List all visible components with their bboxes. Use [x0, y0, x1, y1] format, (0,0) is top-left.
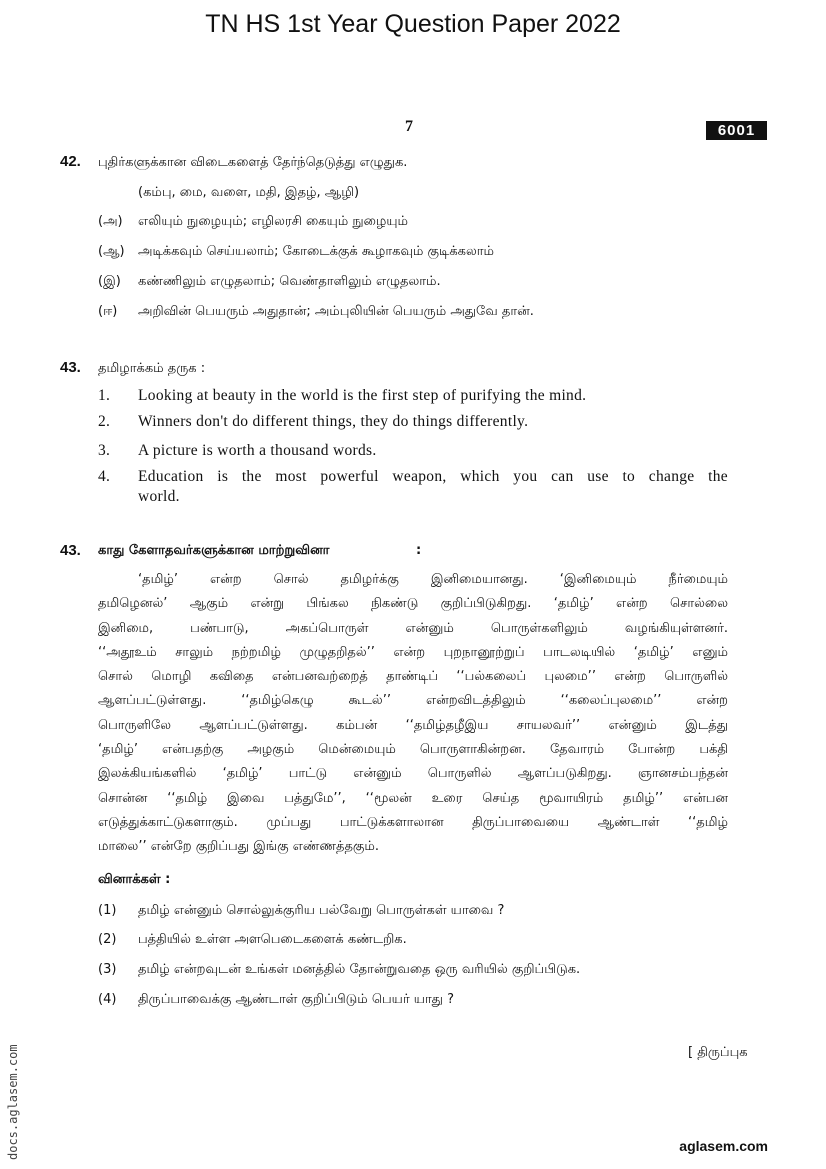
- side-watermark-text: docs.aglasem.com: [6, 1044, 20, 1160]
- passage-line: ஆளப்பட்டுள்ளது. ‘‘தமிழ்கெழு கூடல்’’ என்றவிடத்திலும் ‘‘கலைப்புலமை’’ என்ற: [98, 693, 728, 709]
- q42-item-text: கண்ணிலும் எழுதலாம்; வெண்தாளிலும் எழுதலாம்.: [138, 274, 441, 289]
- sub-question-label: (3): [98, 962, 117, 977]
- paper-code-badge: 6001: [706, 121, 767, 140]
- q43-item-label: 1.: [98, 387, 111, 404]
- passage-line: சொன்ன ‘‘தமிழ் இவை பத்துமே’’, ‘‘மூலன் உரை செய்த மூவாயிரம் தமிழ்’’ என்பன: [98, 790, 728, 806]
- q43alt-heading-colon: :: [416, 543, 422, 558]
- sub-question-label: (2): [98, 932, 117, 947]
- q43-item-text: Winners don't do different things, they do things differently.: [138, 413, 529, 430]
- q43-item-text: Education is the most powerful weapon, which you can use to change the: [138, 468, 728, 485]
- passage-line: ‘‘அதூஉம் சாலும் நற்றமிழ் முழுதறிதல்’’ என்ற புறநானூற்றுப் பாடலடியில் ‘தமிழ்’ எனும்: [98, 644, 728, 660]
- q43-item-label: 3.: [98, 442, 111, 459]
- q43alt-heading: காது கேளாதவர்களுக்கான மாற்றுவினா: [98, 543, 330, 558]
- page-number: 7: [405, 118, 413, 135]
- q42-item-text: அறிவின் பெயரும் அதுதான்; அம்புலியின் பெயரும் அதுவே தான்.: [138, 304, 534, 319]
- continuation-marker: [ திருப்புக: [688, 1045, 748, 1060]
- q42-item-label: (இ): [98, 274, 121, 289]
- footer-site: aglasem.com: [679, 1138, 768, 1154]
- passage-line: சொல் மொழி கவிதை என்பனவற்றைத் தாண்டிப் ‘‘பல்கலைப் புலமை’’ என்ற பொருளில்: [98, 669, 728, 685]
- page-title: TN HS 1st Year Question Paper 2022: [205, 10, 621, 38]
- passage-line: எடுத்துக்காட்டுகளாகும். முப்பது பாட்டுக்களாலான திருப்பாவையை ஆண்டாள் ‘‘தமிழ்: [98, 814, 728, 830]
- sub-question-text: தமிழ் என்னும் சொல்லுக்குரிய பல்வேறு பொருள்கள் யாவை ?: [138, 903, 505, 918]
- q43-item-text-continued: world.: [138, 488, 180, 505]
- passage-line: ‘தமிழ்’ என்ற சொல் தமிழர்க்கு இனிமையானது. ‘இனிமையும் நீர்மையும்: [138, 572, 728, 587]
- q43-item-text: A picture is worth a thousand words.: [138, 442, 377, 459]
- passage-line: பொருளிலே ஆளப்பட்டுள்ளது. கம்பன் ‘‘தமிழ்தழீஇய சாயலவர்’’ என்னும் இடத்து: [98, 717, 728, 733]
- q42-item-label: (ஆ): [98, 244, 125, 259]
- q43-item-text: Looking at beauty in the world is the first step of purifying the mind.: [138, 387, 587, 404]
- side-watermark: [2, 1000, 22, 1160]
- q42-options: (கம்பு, மை, வளை, மதி, இதழ், ஆழி): [138, 185, 360, 200]
- q42-item-text: எலியும் நுழையும்; எழிலரசி கையும் நுழையும்: [138, 214, 408, 229]
- q43-item-label: 4.: [98, 468, 111, 485]
- q42-item-label: (ஈ): [98, 304, 118, 319]
- passage-line: மாலை’’ என்றே குறிப்பது இங்கு எண்ணத்தகும்.: [98, 839, 379, 855]
- q42-item-text: அடிக்கவும் செய்யலாம்; கோடைக்குக் கூழாகவும் குடிக்கலாம்: [138, 244, 494, 259]
- sub-question-text: பத்தியில் உள்ள அளபெடைகளைக் கண்டறிக.: [138, 932, 407, 947]
- passage-line: ‘தமிழ்’ என்பதற்கு அழகும் மென்மையும் பொருளாகின்றன. தேவாரம் போன்ற பக்தி: [98, 742, 728, 758]
- passage-line: இனிமை, பண்பாடு, அகப்பொருள் என்னும் பொருள்களிலும் வழங்கியுள்ளனர்.: [98, 620, 728, 636]
- passage-line: தமிழெனல்’ ஆகும் என்று பிங்கல நிகண்டு குறிப்பிடுகிறது. ‘தமிழ்’ என்ற சொல்லை: [98, 596, 728, 612]
- q42-item-label: (அ): [98, 214, 123, 229]
- q43alt-number: 43.: [60, 542, 81, 559]
- passage-line: இலக்கியங்களில் ‘தமிழ்’ பாட்டு என்னும் பொருளில் ஆளப்படுகிறது. ஞானசம்பந்தன்: [98, 766, 728, 782]
- q42-number: 42.: [60, 153, 81, 170]
- q42-instruction: புதிர்களுக்கான விடைகளைத் தேர்ந்தெடுத்து எழுதுக.: [98, 155, 408, 170]
- sub-question-text: தமிழ் என்றவுடன் உங்கள் மனத்தில் தோன்றுவதை ஒரு வரியில் குறிப்பிடுக.: [138, 962, 581, 977]
- q43-item-label: 2.: [98, 413, 111, 430]
- sub-question-text: திருப்பாவைக்கு ஆண்டாள் குறிப்பிடும் பெயர் யாது ?: [138, 992, 454, 1007]
- sub-question-label: (1): [98, 903, 117, 918]
- q43-number: 43.: [60, 359, 81, 376]
- questions-heading: வினாக்கள் :: [98, 872, 171, 887]
- q43-instruction: தமிழாக்கம் தருக :: [98, 361, 206, 376]
- passage: [98, 568, 728, 860]
- sub-question-label: (4): [98, 992, 117, 1007]
